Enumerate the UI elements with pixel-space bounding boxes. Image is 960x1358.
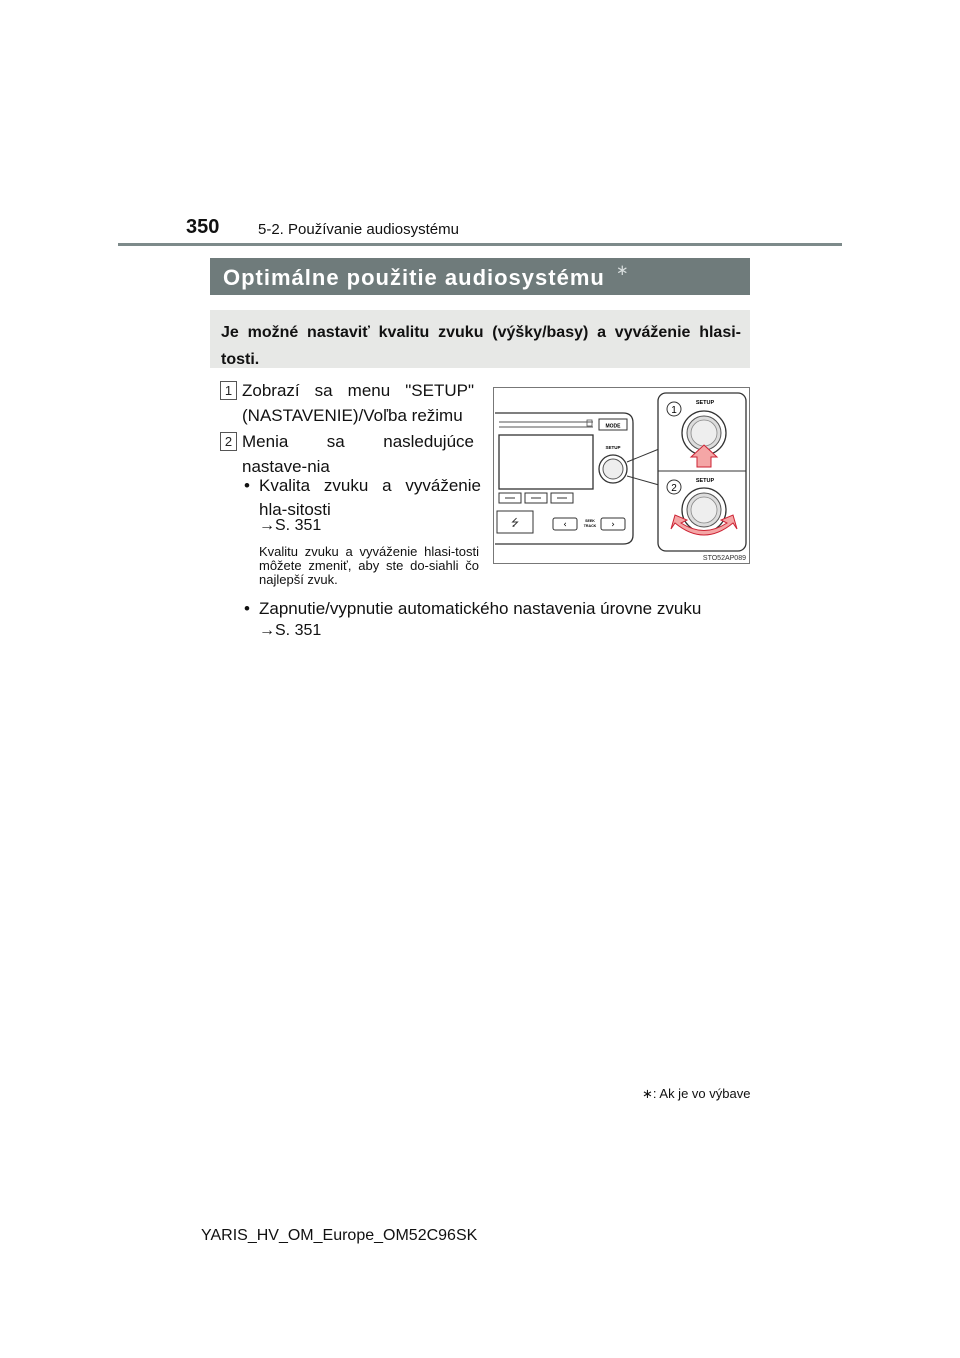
- callout-1: 1: [671, 405, 677, 416]
- step-number-1: 1: [220, 381, 237, 400]
- title-asterisk: ∗: [616, 262, 629, 279]
- section-title: 5-2. Používanie audiosystému: [258, 221, 459, 238]
- bullet-ref-1: →S. 351: [259, 517, 322, 534]
- bullet-marker-1: •: [244, 476, 250, 495]
- note-text: Kvalitu zvuku a vyváženie hlasi-tosti môžete zmeniť, aby ste do-siahli čo najlepší zvuk.: [259, 544, 479, 587]
- step-text-1: Zobrazí sa menu "SETUP" (NASTAVENIE)/Voľba režimu: [242, 381, 474, 425]
- step-number-2: 2: [220, 432, 237, 451]
- step-text-2: Menia sa nasledujúce nastave-nia: [242, 432, 474, 476]
- bullet-text-2: Zapnutie/vypnutie automatického nastavenia úrovne zvuku: [259, 599, 702, 618]
- header-rule: [118, 243, 842, 246]
- page-title: Optimálne použitie audiosystému: [223, 265, 605, 290]
- callout-2: 2: [671, 483, 677, 494]
- intro-box: [210, 310, 750, 368]
- intro-text: Je možné nastaviť kvalitu zvuku (výšky/basy) a vyváženie hlasi-tosti.: [221, 324, 741, 368]
- figure-code: STO52AP089: [702, 555, 746, 562]
- bullet-marker-2: •: [244, 599, 250, 618]
- seek-forward-icon: ›: [611, 520, 615, 530]
- bullet-text-1: Kvalita zvuku a vyváženie hla-sitosti: [259, 476, 481, 519]
- seek-label: SEEK: [585, 519, 595, 523]
- track-label: TRACK: [583, 524, 597, 528]
- setup-label-small: SETUP: [605, 445, 621, 450]
- footnote: ∗: Ak je vo výbave: [642, 1086, 751, 1101]
- setup-label-2: SETUP: [695, 478, 715, 484]
- audio-panel-figure: [493, 387, 750, 564]
- page-number: 350: [186, 216, 220, 238]
- footer-document-id: YARIS_HV_OM_Europe_OM52C96SK: [201, 1227, 478, 1244]
- seek-back-icon: ‹: [563, 520, 567, 530]
- mode-label: MODE: [605, 423, 621, 430]
- setup-label-1: SETUP: [695, 400, 715, 406]
- title-bar: [210, 258, 750, 295]
- bullet-ref-2: →S. 351: [259, 622, 322, 639]
- usb-icon: ⭍: [510, 518, 520, 529]
